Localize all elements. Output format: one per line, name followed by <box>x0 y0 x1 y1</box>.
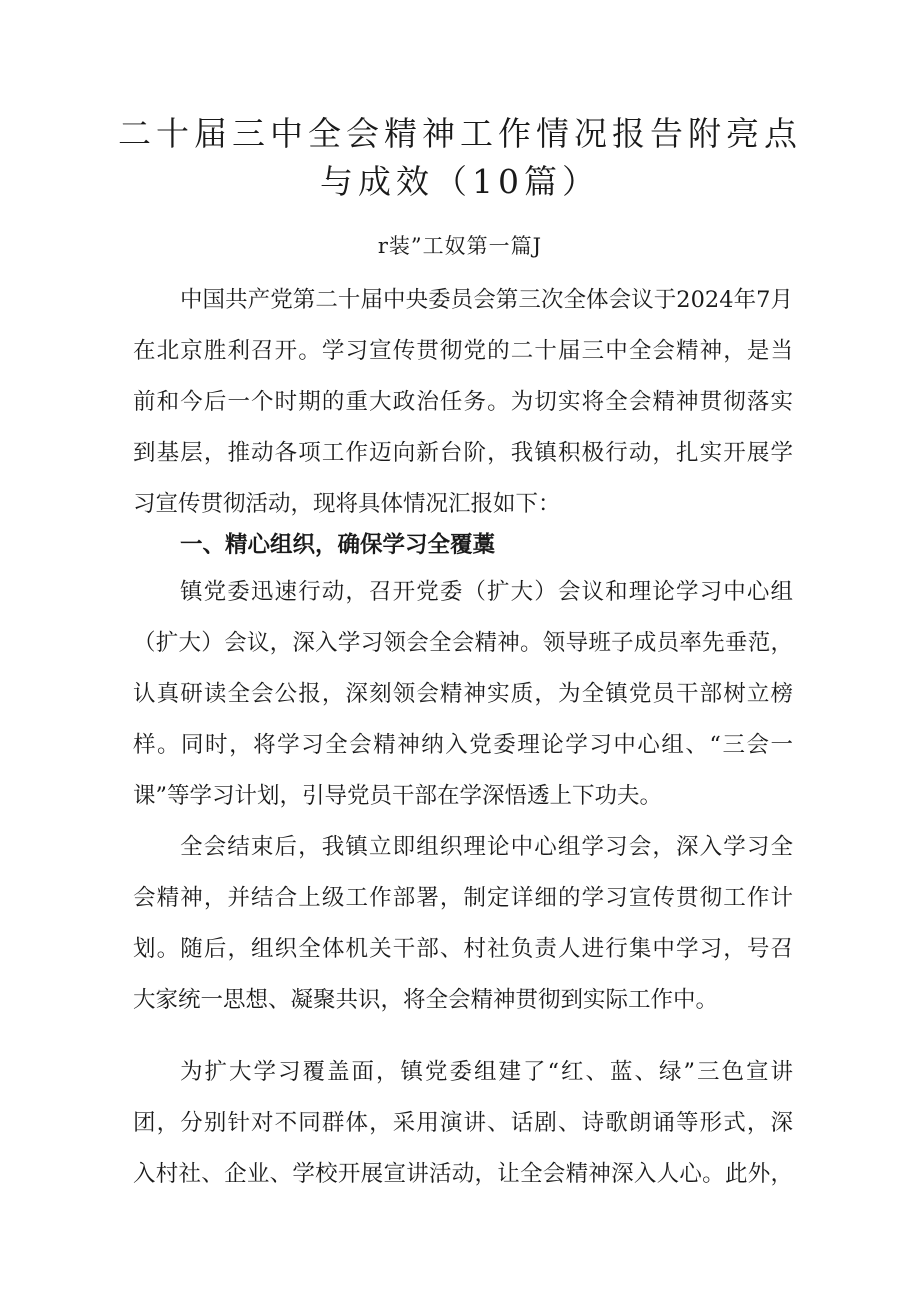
intro-line: 习宣传贯彻活动，现将具体情况汇报如下： <box>133 491 561 517</box>
paragraph-line: 认真研读全会公报，深刻领会精神实质，为全镇党员干部树立榜 <box>133 681 793 707</box>
paragraph-line: 课”等学习计划，引导党员干部在学深悟透上下功夫。 <box>133 783 663 809</box>
document-title-line-1: 二十届三中全会精神工作情况报告附亮点 <box>118 114 802 153</box>
paragraph-line: 大家统一思想、凝聚共识，将全会精神贯彻到实际工作中。 <box>133 987 719 1013</box>
intro-line: 在北京胜利召开。学习宣传贯彻党的二十届三中全会精神，是当 <box>133 338 793 364</box>
paragraph-line: 为扩大学习覆盖面，镇党委组建了“红、蓝、绿”三色宣讲 <box>180 1059 793 1085</box>
paragraph-line: 划。随后，组织全体机关干部、村社负责人进行集中学习，号召 <box>133 936 793 962</box>
intro-line: 中国共产党第二十届中央委员会第三次全体会议于2024年7月 <box>180 287 793 313</box>
document-subtitle: r装”工奴第一篇J <box>377 234 543 258</box>
document-title-line-2: 与成效（10篇） <box>320 162 600 201</box>
paragraph-line: 会精神，并结合上级工作部署，制定详细的学习宣传贯彻工作计 <box>133 885 793 911</box>
paragraph-line: （扩大）会议，深入学习领会全会精神。领导班子成员率先垂范， <box>133 630 793 656</box>
paragraph-line: 团，分别针对不同群体，采用演讲、话剧、诗歌朗诵等形式，深 <box>133 1110 793 1136</box>
paragraph-line: 样。同时，将学习全会精神纳入党委理论学习中心组、“三会一 <box>133 732 793 758</box>
paragraph-line: 全会结束后，我镇立即组织理论中心组学习会，深入学习全 <box>180 834 793 860</box>
section-heading: 一、精心组织，确保学习全覆藁 <box>180 532 496 558</box>
intro-line: 前和今后一个时期的重大政治任务。为切实将全会精神贯彻落实 <box>133 389 793 415</box>
intro-line: 到基层，推动各项工作迈向新台阶，我镇积极行动，扎实开展学 <box>133 440 793 466</box>
paragraph-line: 镇党委迅速行动，召开党委（扩大）会议和理论学习中心组 <box>180 579 793 605</box>
paragraph-line: 入村社、企业、学校开展宣讲活动，让全会精神深入人心。此外， <box>133 1161 793 1187</box>
